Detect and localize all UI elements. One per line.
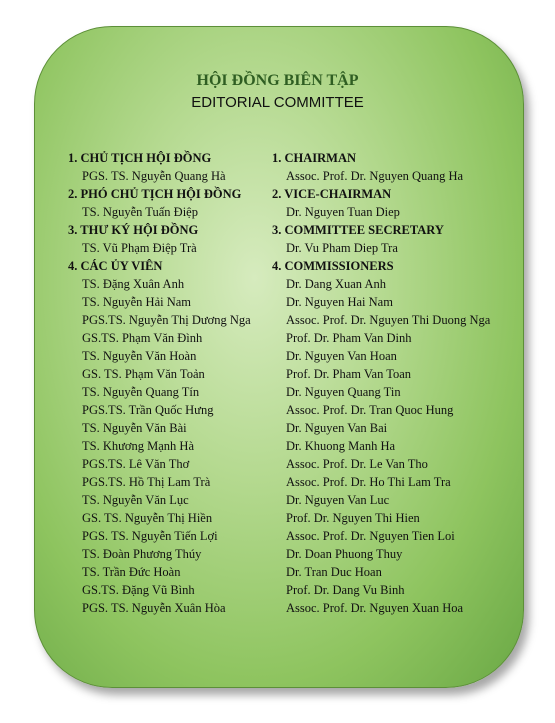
- vn-secretary-name: TS. Vũ Phạm Điệp Trà: [82, 241, 197, 255]
- en-member-item: Assoc. Prof. Dr. Tran Quoc Hung: [286, 403, 454, 417]
- vn-member-item: GS.TS. Phạm Văn Đình: [82, 331, 203, 345]
- en-member-item: Dr. Doan Phuong Thuy: [286, 547, 403, 561]
- vn-member-item: PGS.TS. Hồ Thị Lam Trà: [82, 475, 211, 489]
- en-member-item: Prof. Dr. Nguyen Thi Hien: [286, 511, 420, 525]
- vn-member-item: GS. TS. Phạm Văn Toản: [82, 367, 205, 381]
- vn-members-heading: 4. CÁC ỦY VIÊN: [68, 259, 163, 273]
- vn-member-item: TS. Nguyễn Văn Hoàn: [82, 349, 197, 363]
- en-member-item: Dr. Nguyen Van Bai: [286, 421, 388, 435]
- en-member-item: Assoc. Prof. Dr. Nguyen Xuan Hoa: [286, 601, 464, 615]
- vn-members-list: [68, 275, 268, 617]
- en-members-list: [272, 275, 498, 617]
- vn-member-item: TS. Trần Đức Hoàn: [82, 565, 181, 579]
- vn-member-item: TS. Khương Mạnh Hà: [82, 439, 194, 453]
- vn-secretary-heading: 3. THƯ KÝ HỘI ĐỒNG: [68, 223, 199, 237]
- vietnamese-column: [68, 149, 268, 617]
- en-member-item: Dr. Nguyen Van Hoan: [286, 349, 397, 363]
- en-member-item: Dr. Nguyen Hai Nam: [286, 295, 393, 309]
- english-column: [272, 149, 498, 617]
- en-vice-chairman-heading: 2. VICE-CHAIRMAN: [272, 187, 392, 201]
- vn-member-item: TS. Đoàn Phương Thúy: [82, 547, 202, 561]
- vn-chairman-heading: 1. CHỦ TỊCH HỘI ĐỒNG: [68, 151, 212, 165]
- en-member-item: Assoc. Prof. Dr. Ho Thi Lam Tra: [286, 475, 451, 489]
- vn-member-item: PGS. TS. Nguyễn Tiến Lợi: [82, 529, 218, 543]
- vn-vice-chairman-heading: 2. PHÓ CHỦ TỊCH HỘI ĐỒNG: [68, 187, 242, 201]
- vn-member-item: PGS.TS. Trần Quốc Hưng: [82, 403, 214, 417]
- en-chairman-name: Assoc. Prof. Dr. Nguyen Quang Ha: [286, 169, 464, 183]
- en-member-item: Assoc. Prof. Dr. Nguyen Tien Loi: [286, 529, 455, 543]
- en-member-item: Dr. Khuong Manh Ha: [286, 439, 396, 453]
- en-member-item: Prof. Dr. Dang Vu Binh: [286, 583, 405, 597]
- vn-chairman-name: PGS. TS. Nguyễn Quang Hà: [82, 169, 226, 183]
- vn-member-item: PGS.TS. Nguyễn Thị Dương Nga: [82, 313, 251, 327]
- vn-member-item: TS. Nguyễn Văn Lục: [82, 493, 189, 507]
- en-member-item: Assoc. Prof. Dr. Nguyen Thi Duong Nga: [286, 313, 491, 327]
- vn-vice-chairman-name: TS. Nguyễn Tuấn Điệp: [82, 205, 198, 219]
- vn-member-item: GS. TS. Nguyễn Thị Hiền: [82, 511, 213, 525]
- title-vietnamese: HỘI ĐỒNG BIÊN TẬP: [196, 72, 359, 89]
- en-member-item: Dr. Nguyen Van Luc: [286, 493, 390, 507]
- vn-member-item: TS. Nguyễn Văn Bài: [82, 421, 187, 435]
- en-member-item: Dr. Nguyen Quang Tin: [286, 385, 401, 399]
- vn-member-item: PGS. TS. Nguyễn Xuân Hòa: [82, 601, 226, 615]
- vn-member-item: GS.TS. Đặng Vũ Bình: [82, 583, 195, 597]
- vn-member-item: TS. Đặng Xuân Anh: [82, 277, 185, 291]
- en-members-heading: 4. COMMISSIONERS: [272, 259, 394, 273]
- en-chairman-heading: 1. CHAIRMAN: [272, 151, 357, 165]
- en-member-item: Prof. Dr. Pham Van Toan: [286, 367, 412, 381]
- en-vice-chairman-name: Dr. Nguyen Tuan Diep: [286, 205, 400, 219]
- vn-member-item: PGS.TS. Lê Văn Thơ: [82, 457, 190, 471]
- vn-member-item: TS. Nguyễn Quang Tín: [82, 385, 200, 399]
- en-member-item: Assoc. Prof. Dr. Le Van Tho: [286, 457, 428, 471]
- en-secretary-name: Dr. Vu Pham Diep Tra: [286, 241, 398, 255]
- en-member-item: Dr. Dang Xuan Anh: [286, 277, 386, 291]
- en-secretary-heading: 3. COMMITTEE SECRETARY: [272, 223, 444, 237]
- en-member-item: Dr. Tran Duc Hoan: [286, 565, 382, 579]
- title-english: EDITORIAL COMMITTEE: [191, 94, 364, 111]
- vn-member-item: TS. Nguyễn Hải Nam: [82, 295, 192, 309]
- en-member-item: Prof. Dr. Pham Van Dinh: [286, 331, 412, 345]
